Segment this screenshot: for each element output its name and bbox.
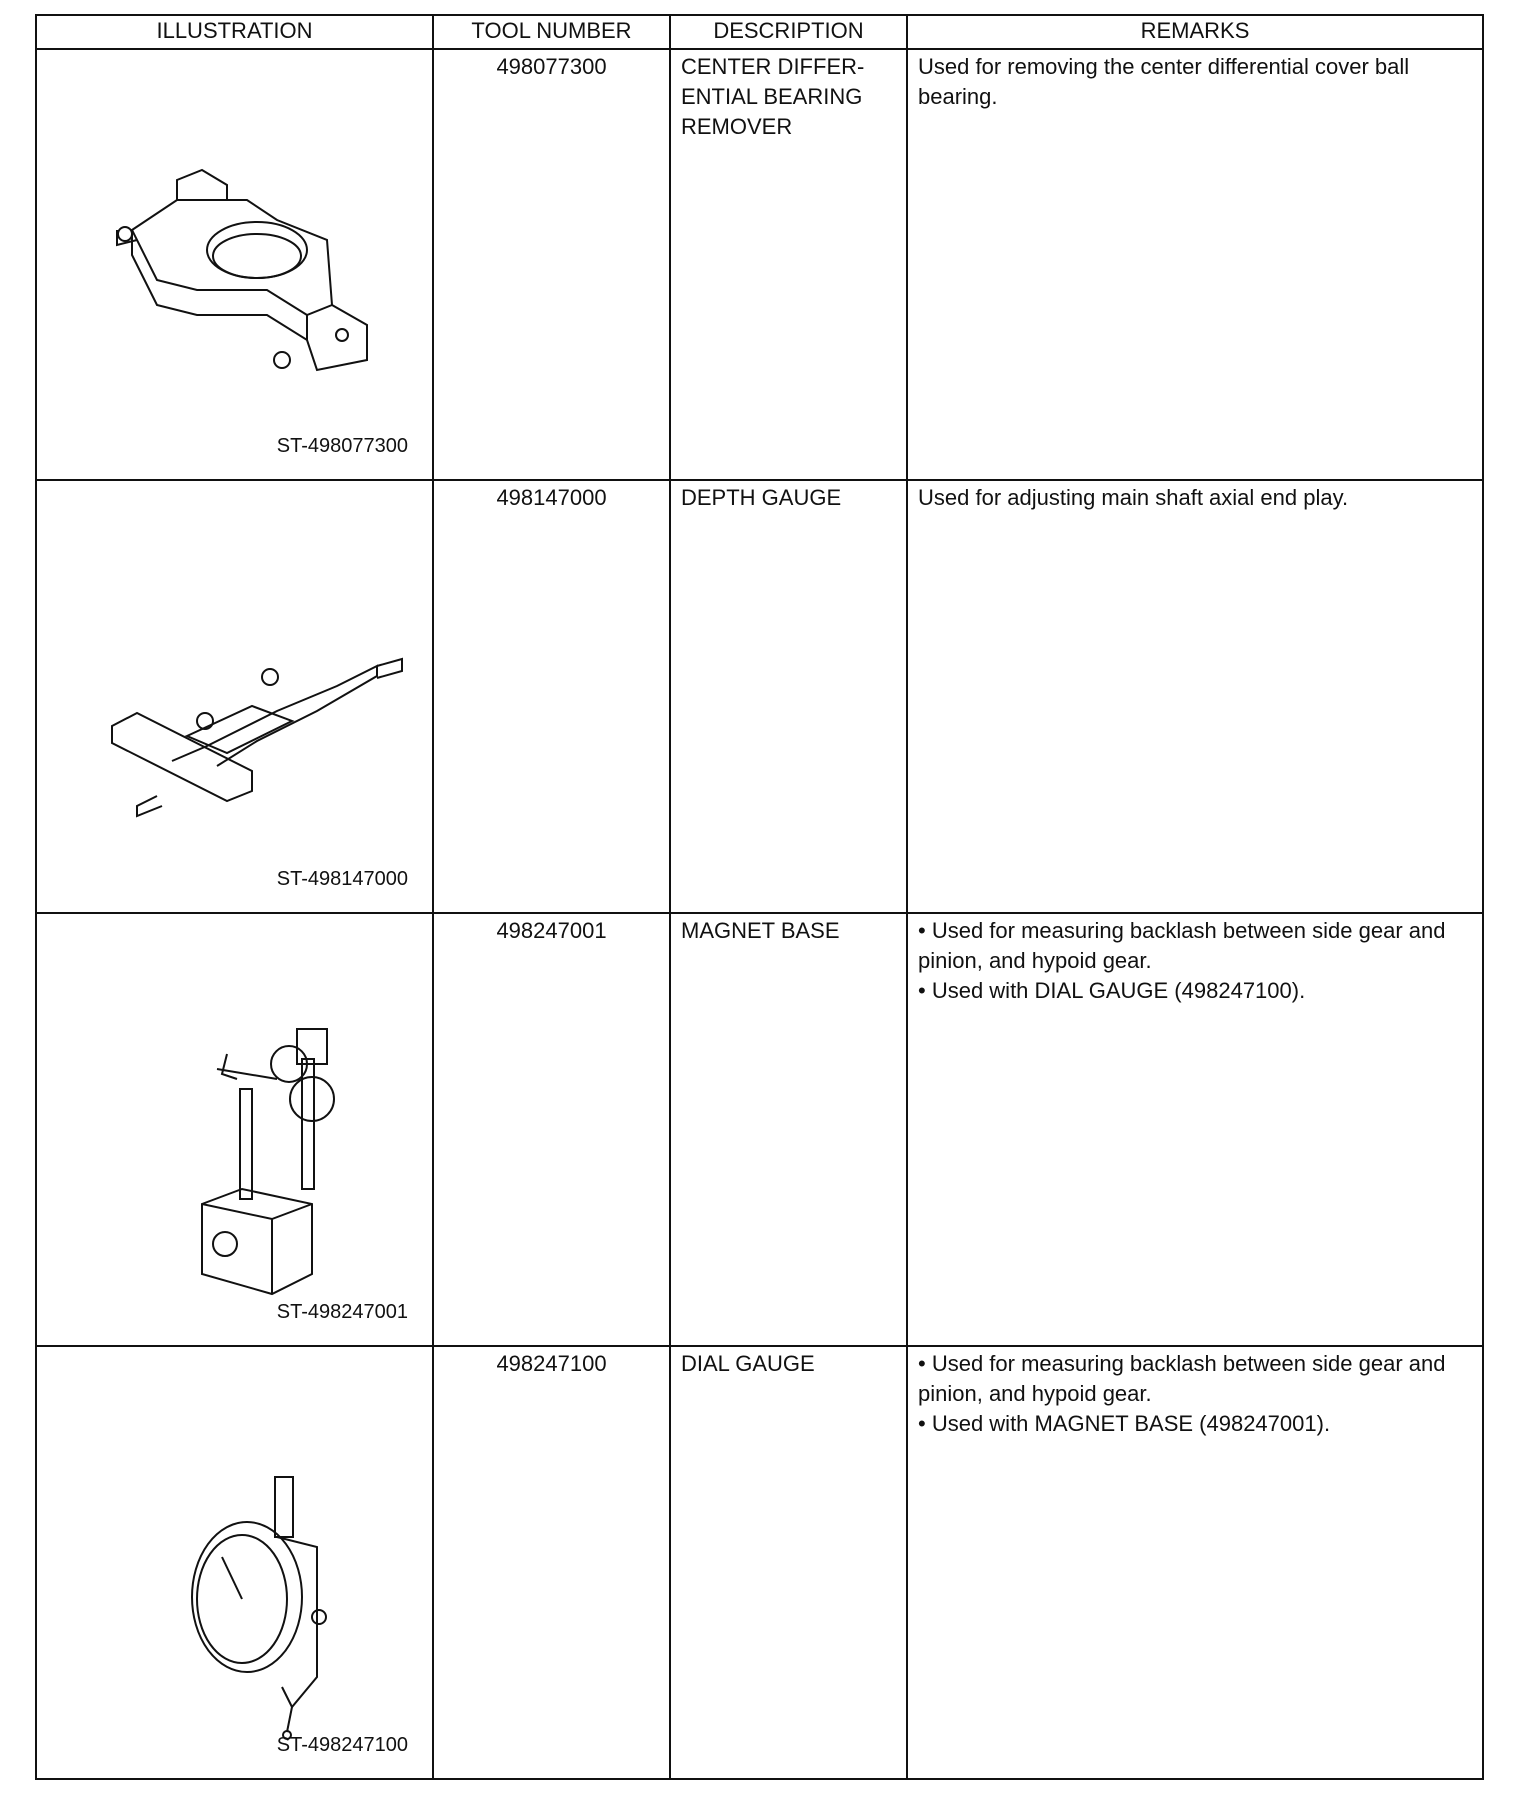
header-illustration: ILLUSTRATION: [36, 15, 433, 49]
remark-bullet: • Used with MAGNET BASE (498247001).: [918, 1409, 1472, 1439]
description: CENTER DIFFER-ENTIAL BEARING REMOVER: [670, 49, 907, 480]
remark-bullet: • Used for measuring backlash between side gear and pinion, and hypoid gear.: [918, 1349, 1472, 1409]
table-row: [36, 1346, 1483, 1779]
magnet-base-illustration: [77, 954, 397, 1314]
table-row: [36, 49, 1483, 480]
depth-gauge-illustration: [77, 521, 417, 821]
description: MAGNET BASE: [670, 913, 907, 1346]
header-tool-number: TOOL NUMBER: [433, 15, 670, 49]
tool-number: 498077300: [433, 49, 670, 480]
remarks: [907, 913, 1483, 1346]
bearing-remover-illustration: [77, 90, 397, 390]
description: DIAL GAUGE: [670, 1346, 907, 1779]
header-remarks: REMARKS: [907, 15, 1483, 49]
table-row: [36, 913, 1483, 1346]
description: DEPTH GAUGE: [670, 480, 907, 913]
tool-number: 498147000: [433, 480, 670, 913]
remark-bullet: • Used with DIAL GAUGE (498247100).: [918, 976, 1472, 1006]
remark-text: Used for adjusting main shaft axial end play.: [918, 485, 1349, 510]
illustration-code: ST-498077300: [276, 435, 408, 457]
illustration-cell: [36, 913, 433, 1346]
illustration-code: ST-498147000: [276, 868, 408, 890]
illustration-cell: [36, 49, 433, 480]
illustration-cell: [36, 1346, 433, 1779]
header-description: DESCRIPTION: [670, 15, 907, 49]
remarks: [907, 1346, 1483, 1779]
dial-gauge-illustration: [77, 1387, 397, 1747]
table-row: [36, 480, 1483, 913]
tool-number: 498247001: [433, 913, 670, 1346]
remarks: [907, 49, 1483, 480]
remark-text: Used for removing the center differential cover ball bearing.: [918, 54, 1410, 109]
table-header: [36, 15, 1483, 49]
remark-bullet: • Used for measuring backlash between side gear and pinion, and hypoid gear.: [918, 916, 1472, 976]
remarks: [907, 480, 1483, 913]
special-tools-table: [35, 14, 1484, 1780]
tool-number: 498247100: [433, 1346, 670, 1779]
illustration-code: ST-498247100: [276, 1734, 408, 1756]
illustration-code: ST-498247001: [276, 1301, 408, 1323]
illustration-cell: [36, 480, 433, 913]
